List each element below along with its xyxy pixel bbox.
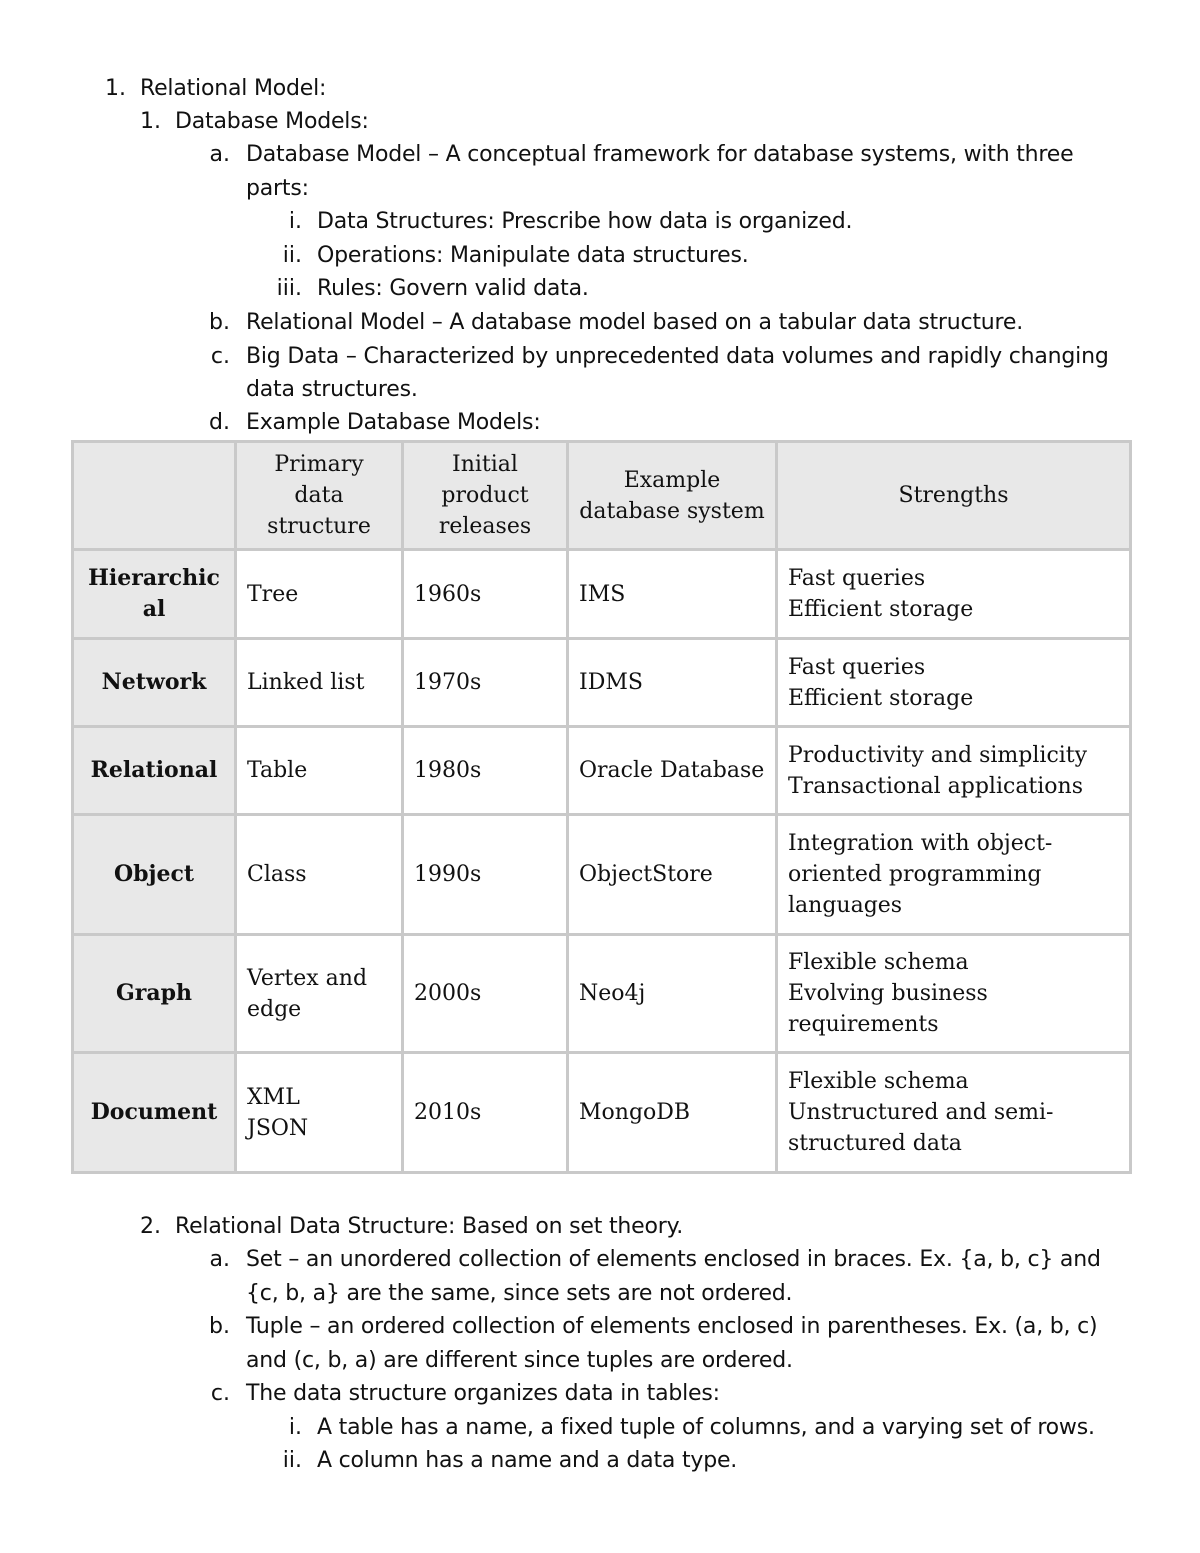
list-item-text: Operations: Manipulate data structures. — [317, 243, 749, 268]
strength-line: Efficient storage — [788, 685, 974, 711]
subsection-heading: Relational Data Structure: Based on set theory. — [175, 1214, 684, 1239]
example-cell: ObjectStore — [568, 815, 777, 935]
header-cell: Primary data structure — [236, 442, 403, 550]
model-name: Object — [73, 815, 236, 935]
strengths-cell: Integration with object-oriented programming languages — [777, 815, 1131, 935]
strengths-cell — [777, 727, 1131, 815]
header-cell: Strengths — [777, 442, 1131, 550]
list-letter: d. — [209, 410, 230, 435]
model-name: Network — [73, 639, 236, 727]
table-row — [73, 1053, 1131, 1173]
strengths-cell — [777, 550, 1131, 639]
table-row — [73, 815, 1131, 935]
list-number: 1. — [105, 76, 126, 101]
example-cell: Neo4j — [568, 935, 777, 1053]
database-models-table — [71, 440, 1132, 1174]
header-cell — [73, 442, 236, 550]
model-name: Hierarchical — [73, 550, 236, 639]
list-letter: a. — [209, 1247, 230, 1272]
release-cell: 1990s — [403, 815, 568, 935]
release-cell: 2000s — [403, 935, 568, 1053]
model-name: Graph — [73, 935, 236, 1053]
list-item-text: parts: — [246, 176, 309, 201]
structure-cell: Vertex and edge — [236, 935, 403, 1053]
strengths-cell — [777, 1053, 1131, 1173]
strengths-cell — [777, 935, 1131, 1053]
list-letter: b. — [209, 310, 230, 335]
list-item-text: {c, b, a} are the same, since sets are not ordered. — [246, 1281, 793, 1306]
list-item-text: The data structure organizes data in tables: — [246, 1381, 720, 1406]
list-item-text: A table has a name, a fixed tuple of columns, and a varying set of rows. — [317, 1415, 1095, 1440]
table-header-row — [73, 442, 1131, 550]
model-name: Document — [73, 1053, 236, 1173]
table-row — [73, 550, 1131, 639]
model-name: Relational — [73, 727, 236, 815]
structure-cell: Linked list — [236, 639, 403, 727]
release-cell: 1980s — [403, 727, 568, 815]
list-roman: ii. — [282, 243, 302, 268]
structure-cell: Class — [236, 815, 403, 935]
list-roman: iii. — [276, 276, 302, 301]
table-row — [73, 639, 1131, 727]
list-item-text: Tuple – an ordered collection of elements enclosed in parentheses. Ex. (a, b, c) — [246, 1314, 1098, 1339]
strength-line: Flexible schema — [788, 1069, 969, 1094]
structure-line: JSON — [247, 1115, 309, 1141]
list-item-text: Rules: Govern valid data. — [317, 276, 589, 301]
strength-line: Fast queries — [788, 654, 926, 680]
list-roman: i. — [288, 209, 302, 234]
strengths-cell — [777, 639, 1131, 727]
list-item-text: Data Structures: Prescribe how data is organized. — [317, 209, 853, 234]
release-cell: 1960s — [403, 550, 568, 639]
list-letter: b. — [209, 1314, 230, 1339]
example-cell: Oracle Database — [568, 727, 777, 815]
structure-cell: Table — [236, 727, 403, 815]
strength-line: Evolving business requirements — [788, 981, 988, 1037]
list-item-text: Database Model – A conceptual framework for database systems, with three — [246, 142, 1074, 167]
list-roman: i. — [288, 1415, 302, 1440]
example-cell: IMS — [568, 550, 777, 639]
strength-line: Efficient storage — [788, 597, 974, 622]
list-number: 2. — [140, 1214, 161, 1239]
release-cell: 1970s — [403, 639, 568, 727]
example-cell: MongoDB — [568, 1053, 777, 1173]
header-cell: Initial product releases — [403, 442, 568, 550]
list-letter: a. — [209, 142, 230, 167]
list-item-text: Big Data – Characterized by unprecedented data volumes and rapidly changing — [246, 344, 1109, 369]
release-cell: 2010s — [403, 1053, 568, 1173]
strength-line: Unstructured and semi-structured data — [788, 1100, 1054, 1156]
list-roman: ii. — [282, 1448, 302, 1473]
strength-line: Transactional applications — [788, 773, 1084, 799]
subsection-heading: Database Models: — [175, 109, 369, 134]
table-row — [73, 935, 1131, 1053]
list-item-text: and (c, b, a) are different since tuples are ordered. — [246, 1348, 793, 1373]
structure-cell: Tree — [236, 550, 403, 639]
table-row — [73, 727, 1131, 815]
structure-line: XML — [247, 1084, 300, 1110]
list-item-text: Set – an unordered collection of elements enclosed in braces. Ex. {a, b, c} and — [246, 1247, 1101, 1272]
structure-cell — [236, 1053, 403, 1173]
list-number: 1. — [140, 109, 161, 134]
header-cell: Example database system — [568, 442, 777, 550]
list-item-text: Relational Model – A database model based on a tabular data structure. — [246, 310, 1024, 335]
example-cell: IDMS — [568, 639, 777, 727]
list-item-text: Example Database Models: — [246, 410, 541, 435]
section-heading: Relational Model: — [140, 76, 327, 101]
list-item-text: data structures. — [246, 377, 418, 402]
list-letter: c. — [210, 344, 230, 369]
strength-line: Flexible schema — [788, 950, 969, 975]
strength-line: Productivity and simplicity — [788, 742, 1088, 768]
list-item-text: A column has a name and a data type. — [317, 1448, 738, 1473]
list-letter: c. — [210, 1381, 230, 1406]
strength-line: Fast queries — [788, 566, 926, 591]
